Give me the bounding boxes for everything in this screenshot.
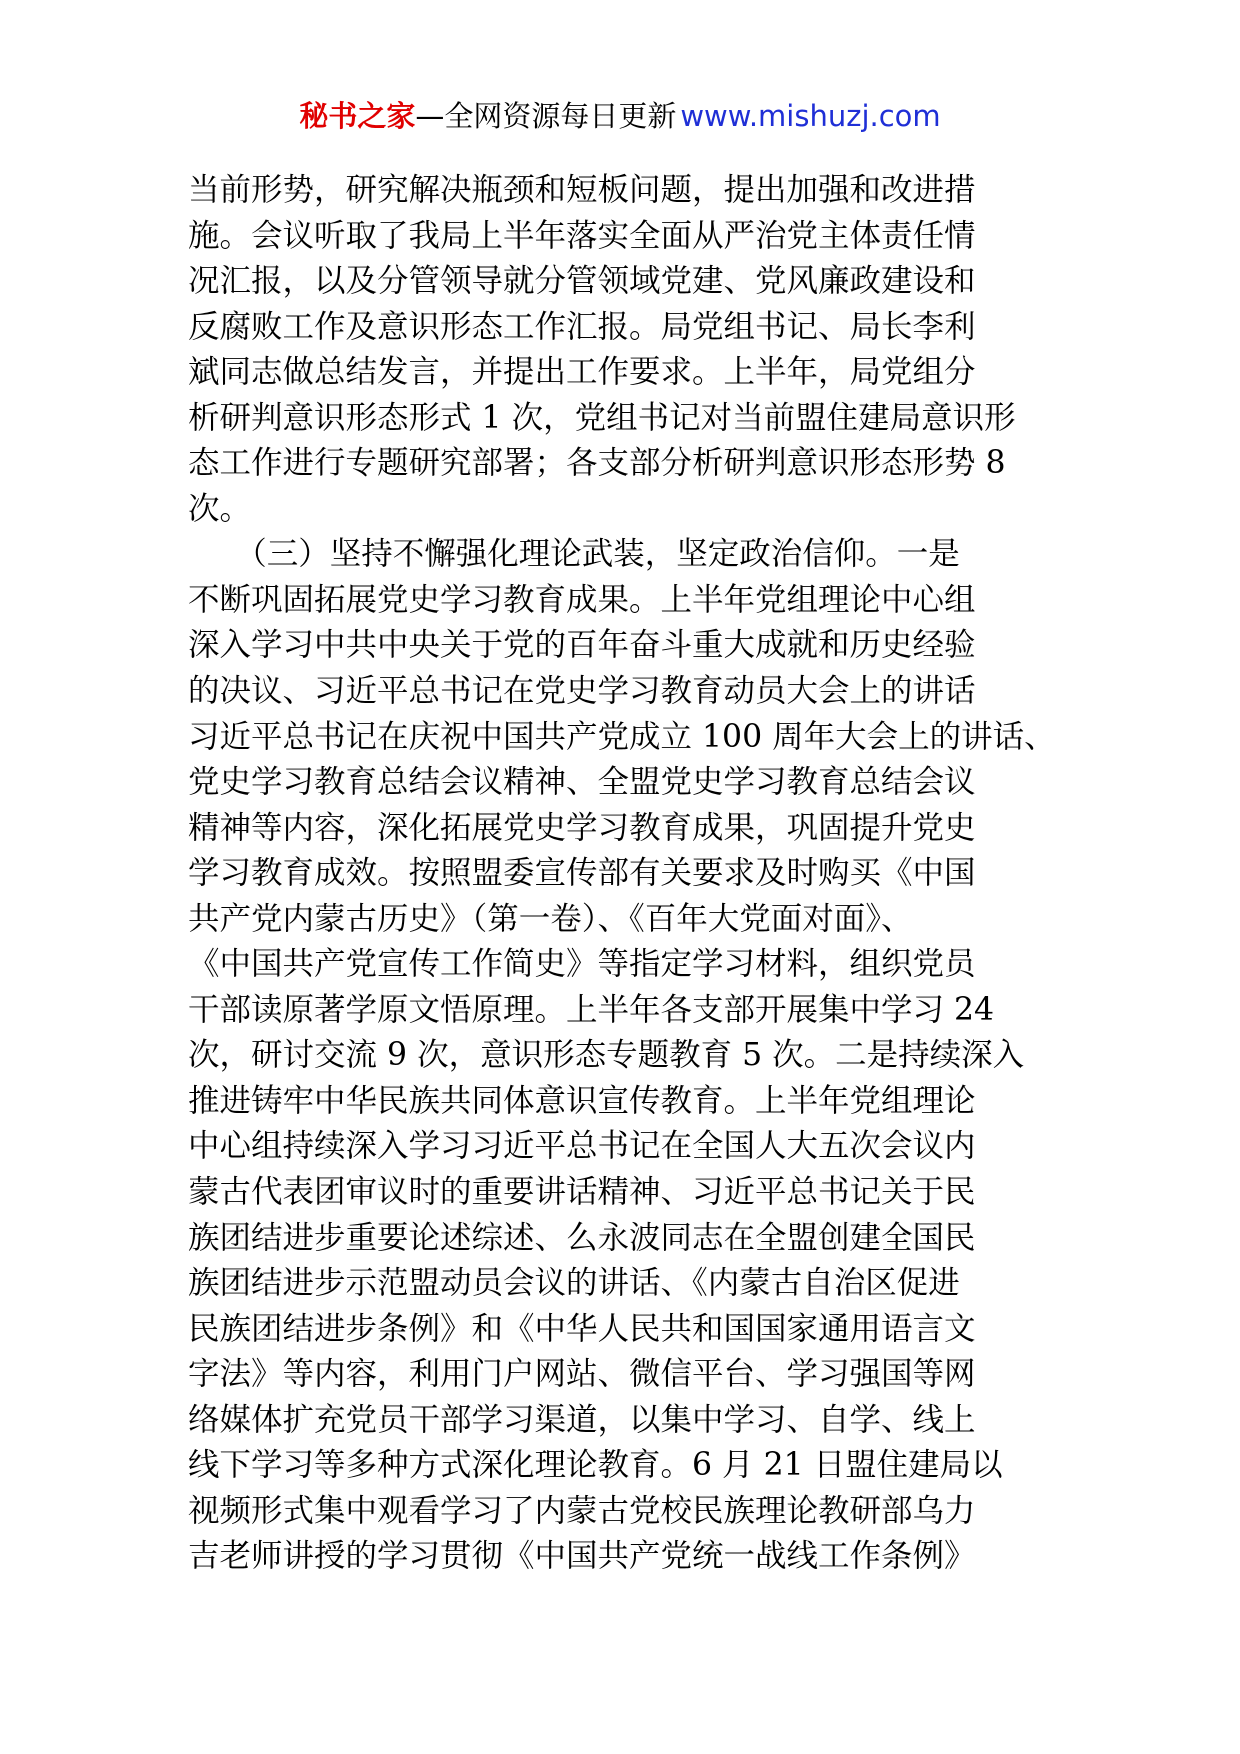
body-line: 不断巩固拓展党史学习教育成果。上半年党组理论中心组 bbox=[188, 581, 976, 618]
body-line: 施。会议听取了我局上半年落实全面从严治党主体责任情 bbox=[188, 217, 976, 254]
body-line: 《中国共产党宣传工作简史》等指定学习材料，组织党员 bbox=[188, 946, 976, 983]
page-header bbox=[0, 96, 1240, 136]
body-line: 蒙古代表团审议时的重要讲话精神、习近平总书记关于民 bbox=[188, 1174, 976, 1211]
body-line: （三）坚持不懈强化理论武装，坚定政治信仰。一是 bbox=[188, 536, 960, 573]
site-url-link[interactable]: www.mishuzj.com bbox=[680, 99, 941, 133]
site-brand: 秘书之家 bbox=[299, 99, 416, 133]
body-line: 学习教育成效。按照盟委宣传部有关要求及时购买《中国 bbox=[188, 855, 976, 892]
body-line: 民族团结进步条例》和《中华人民共和国国家通用语言文 bbox=[188, 1310, 976, 1347]
body-line: 视频形式集中观看学习了内蒙古党校民族理论教研部乌力 bbox=[188, 1492, 976, 1529]
body-line: 态工作进行专题研究部署；各支部分析研判意识形态形势 8 bbox=[188, 445, 1006, 482]
body-line: 次。 bbox=[188, 490, 252, 527]
body-line: 斌同志做总结发言，并提出工作要求。上半年，局党组分 bbox=[188, 354, 976, 391]
body-line: 干部读原著学原文悟原理。上半年各支部开展集中学习 24 bbox=[188, 991, 995, 1028]
body-line: 中心组持续深入学习习近平总书记在全国人大五次会议内 bbox=[188, 1128, 976, 1165]
body-line: 络媒体扩充党员干部学习渠道，以集中学习、自学、线上 bbox=[188, 1401, 976, 1438]
body-line: 族团结进步示范盟动员会议的讲话、《内蒙古自治区促进 bbox=[188, 1265, 960, 1302]
body-line: 吉老师讲授的学习贯彻《中国共产党统一战线工作条例》 bbox=[188, 1538, 976, 1575]
body-line: 当前形势，研究解决瓶颈和短板问题，提出加强和改进措 bbox=[188, 172, 976, 208]
body-line: 推进铸牢中华民族共同体意识宣传教育。上半年党组理论 bbox=[188, 1082, 976, 1119]
body-line: 况汇报，以及分管领导就分管领域党建、党风廉政建设和 bbox=[188, 263, 976, 300]
body-line: 族团结进步重要论述综述、么永波同志在全盟创建全国民 bbox=[188, 1219, 976, 1256]
body-line: 析研判意识形态形式 1 次，党组书记对当前盟住建局意识形 bbox=[188, 399, 1016, 436]
body-line: 深入学习中共中央关于党的百年奋斗重大成就和历史经验 bbox=[188, 627, 976, 664]
body-line: 党史学习教育总结会议精神、全盟党史学习教育总结会议 bbox=[188, 764, 976, 801]
body-line: 共产党内蒙古历史》（第一卷）、《百年大党面对面》、 bbox=[188, 900, 913, 937]
body-line: 次，研讨交流 9 次，意识形态专题教育 5 次。二是持续深入 bbox=[188, 1037, 1025, 1074]
site-tagline: —全网资源每日更新 bbox=[415, 99, 677, 133]
body-line: 线下学习等多种方式深化理论教育。6 月 21 日盟住建局以 bbox=[188, 1447, 1003, 1484]
body-line: 的决议、习近平总书记在党史学习教育动员大会上的讲话 bbox=[188, 673, 976, 710]
body-line: 字法》等内容，利用门户网站、微信平台、学习强国等网 bbox=[188, 1356, 976, 1393]
body-line: 反腐败工作及意识形态工作汇报。局党组书记、局长李利 bbox=[188, 308, 976, 345]
body-line: 精神等内容，深化拓展党史学习教育成果，巩固提升党史 bbox=[188, 809, 976, 846]
body-line: 习近平总书记在庆祝中国共产党成立 100 周年大会上的讲话、 bbox=[188, 718, 1056, 755]
document-body bbox=[188, 168, 1058, 1580]
